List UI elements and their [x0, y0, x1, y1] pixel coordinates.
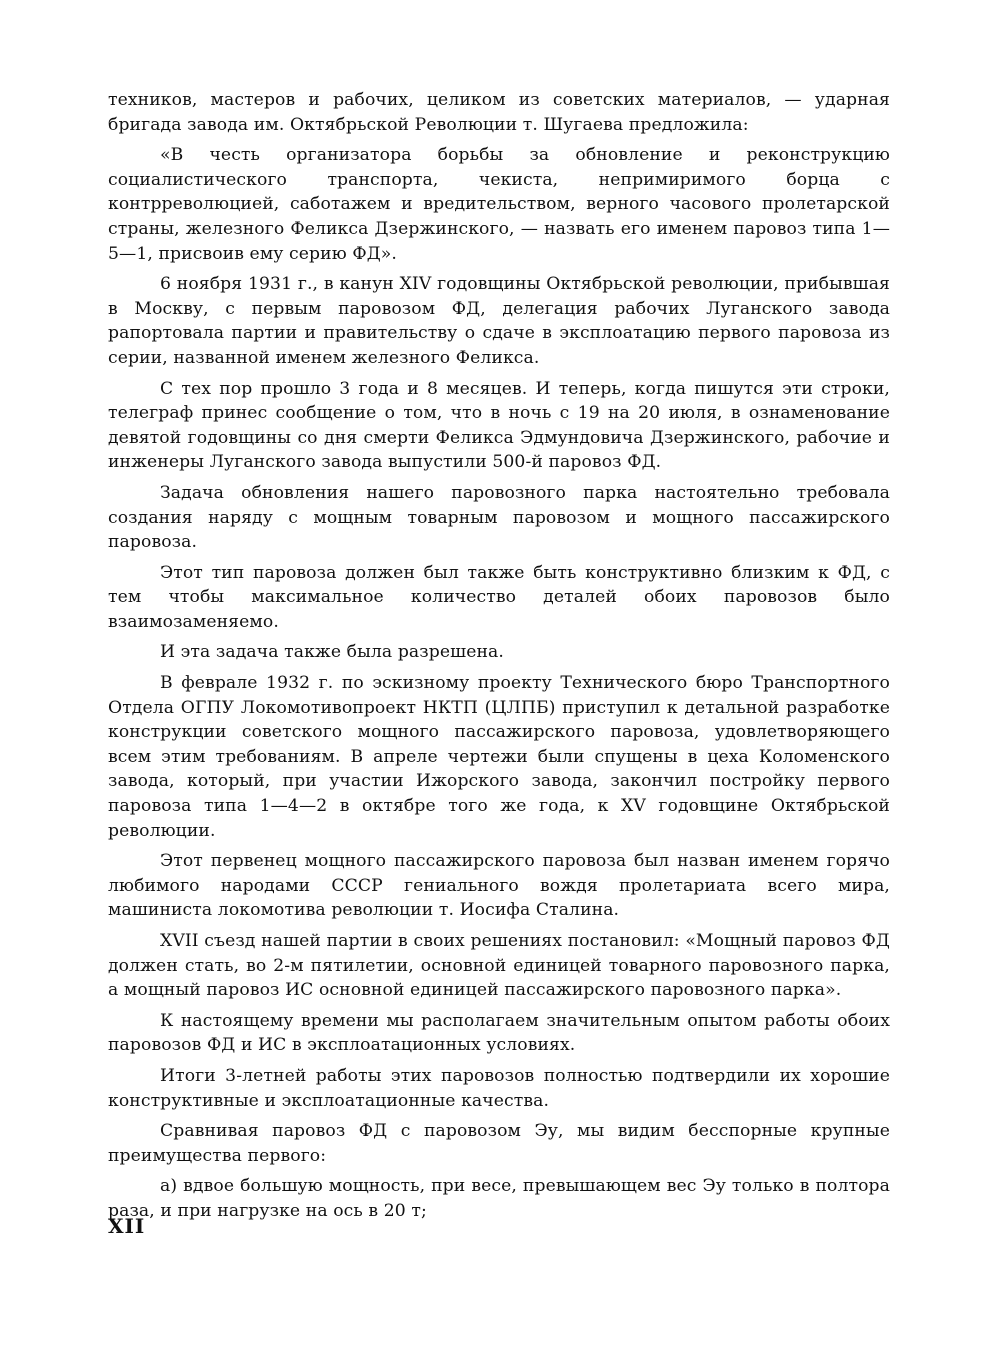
paragraph: Сравнивая паровоз ФД с паровозом Эу, мы видим бесспорные крупные преимущества первого:	[108, 1121, 890, 1166]
paragraph: Задача обновления нашего паровозного парка настоятельно требовала создания наряду с мощным товарным паровозом и мощного пассажирского паровоза.	[108, 482, 890, 553]
paragraph: Этот тип паровоза должен был также быть конструктивно близким к ФД, с тем чтобы максимальное количество деталей обоих паровозов было взаимозаменяемо.	[108, 562, 890, 632]
paragraph: В феврале 1932 г. по эскизному проекту Технического бюро Транспортного Отдела ОГПУ Локомотивопроект НКТП (ЦЛПБ) приступил к детальной разработке конструкции советского мощного пассажирского паровоза, удовлетворяющего всем этим требованиям. В апреле чертежи были спущены в цеха Коломенского завода, который, при участии Ижорского завода, закончил постройку первого паровоза типа 1—4—2 в октябре того же года, к XV годовщине Октябрьской революции.	[108, 673, 890, 841]
paragraph: Этот первенец мощного пассажирского паровоза был назван именем горячо любимого народами СССР гениального вождя пролетариата всего мира, машиниста локомотива революции т. Иосифа Сталина.	[108, 851, 890, 921]
paragraph: техников, мастеров и рабочих, целиком из советских материалов, — ударная бригада завода им. Октябрьской Революции т. Шугаева предложила:	[108, 90, 890, 135]
paragraph: К настоящему времени мы располагаем значительным опытом работы обоих паровозов ФД и ИС в эксплоатационных условиях.	[108, 1010, 890, 1056]
body-text	[108, 88, 890, 1230]
paragraph: а) вдвое большую мощность, при весе, превышающем вес Эу только в полтора раза, и при нагрузке на ось в 20 т;	[108, 1176, 890, 1221]
paragraph: Итоги 3-летней работы этих паровозов полностью подтвердили их хорошие конструктивные и эксплоатационные качества.	[108, 1065, 890, 1111]
paragraph: 6 ноября 1931 г., в канун XIV годовщины Октябрьской революции, прибывшая в Москву, с первым паровозом ФД, делегация рабочих Луганского завода рапортовала партии и правительству о сдаче в эксплоатацию первого паровоза из серии, названной именем железного Феликса.	[108, 274, 890, 368]
paragraph: XVII съезд нашей партии в своих решениях постановил: «Мощный паровоз ФД должен стать, во 2-м пятилетии, основной единицей товарного паровозного парка, а мощный паровоз ИС основной единицей пассажирского паровозного парка».	[108, 931, 890, 1001]
paragraph: С тех пор прошло 3 года и 8 месяцев. И теперь, когда пишутся эти строки, телеграф принес сообщение о том, что в ночь с 19 на 20 июля, в ознаменование девятой годовщины со дня смерти Феликса Эдмундовича Дзержинского, рабочие и инженеры Луганского завода выпустили 500-й паровоз ФД.	[108, 378, 890, 473]
paragraph: И эта задача также была разрешена.	[160, 642, 504, 663]
paragraph: «В честь организатора борьбы за обновление и реконструкцию социалистического транспорта, чекиста, непримиримого борца с контрреволюцией, саботажем и вредительством, верного часового пролетарской страны, железного Феликса Дзержинского, — назвать его именем паровоз типа 1—5—1, присвоив ему серию ФД».	[108, 145, 890, 264]
page-number: XII	[108, 1214, 146, 1238]
